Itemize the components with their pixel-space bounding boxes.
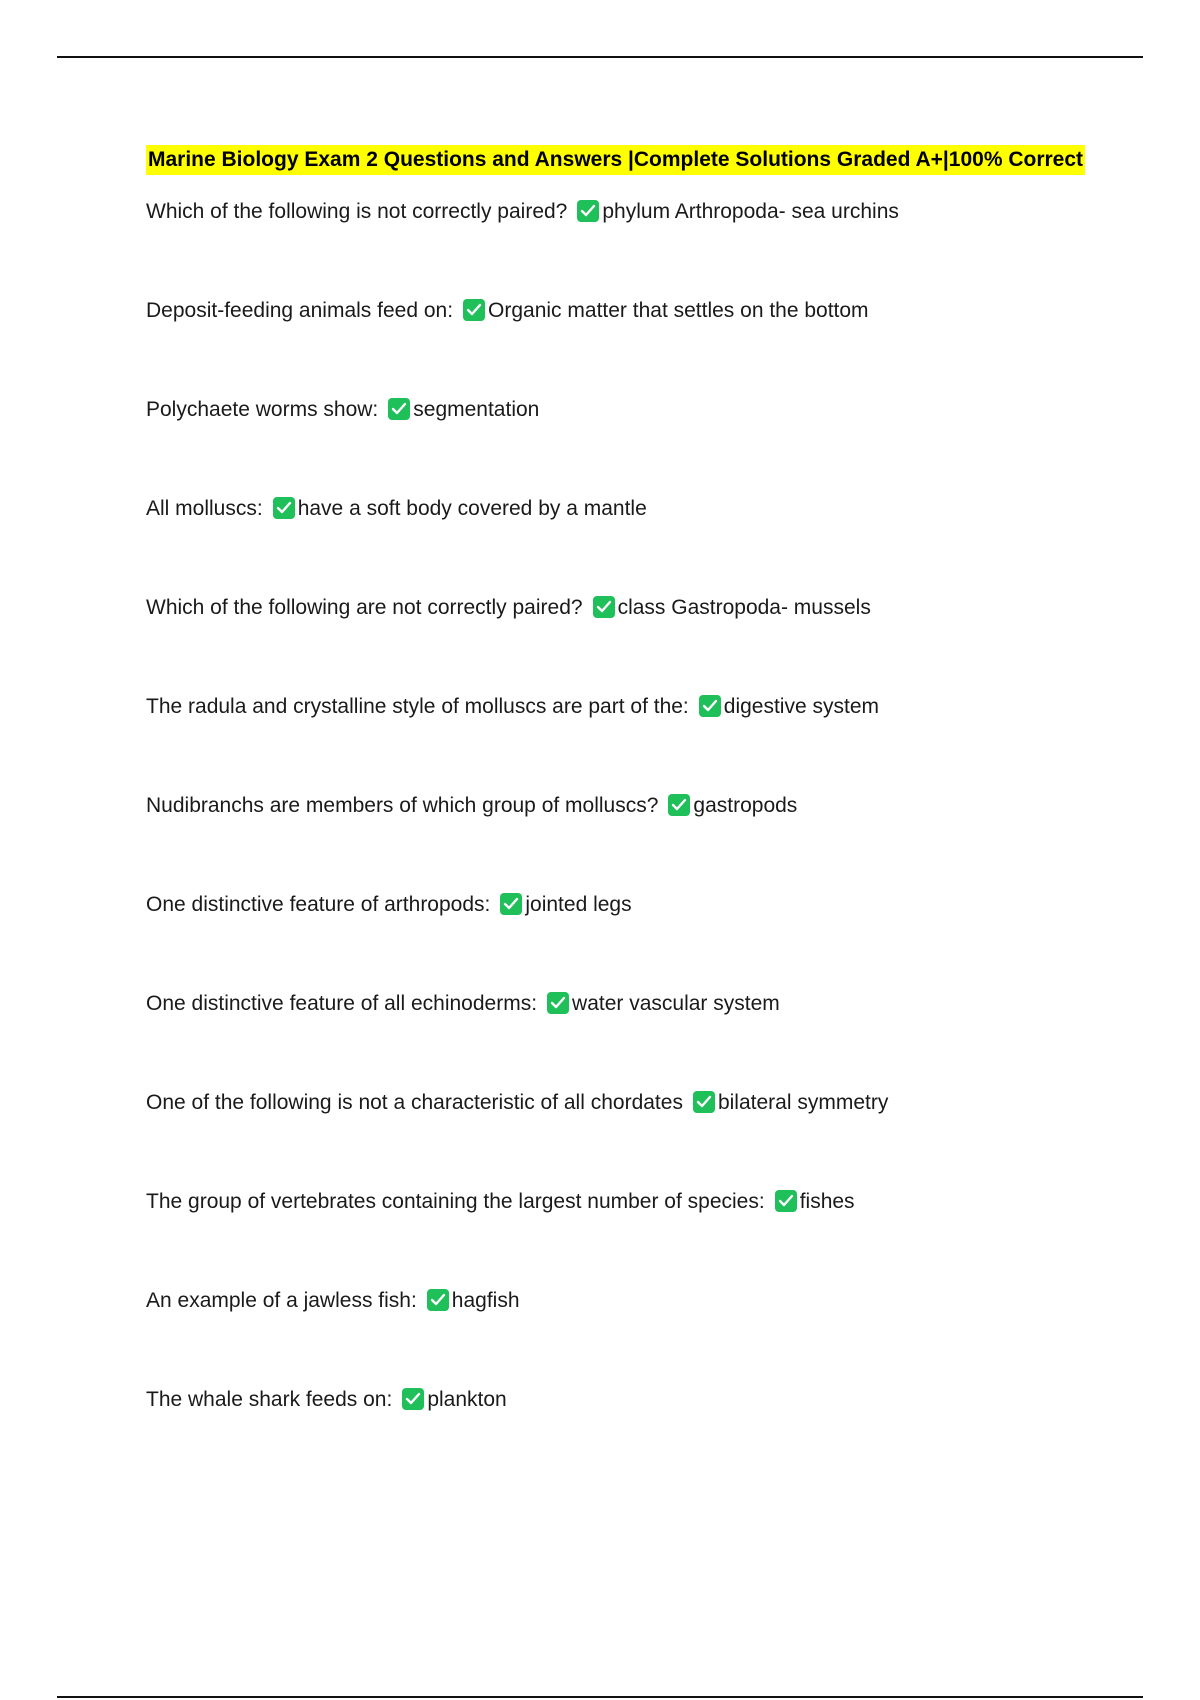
question-text: One distinctive feature of all echinoderms:	[146, 992, 538, 1015]
qa-item	[146, 1088, 1126, 1187]
check-mark-icon	[668, 794, 690, 816]
qa-item	[146, 989, 1126, 1088]
check-mark-icon	[273, 497, 295, 519]
check-mark-icon	[693, 1091, 715, 1113]
qa-item	[146, 395, 1126, 494]
check-mark-icon	[593, 596, 615, 618]
answer-text: class Gastropoda- mussels	[617, 596, 871, 619]
question-text: Polychaete worms show:	[146, 398, 379, 421]
qa-item	[146, 296, 1126, 395]
qa-item	[146, 890, 1126, 989]
answer-text: gastropods	[693, 794, 798, 817]
check-mark-icon	[463, 299, 485, 321]
qa-item	[146, 494, 1126, 593]
answer-text: digestive system	[723, 695, 879, 718]
answer-text: plankton	[427, 1388, 507, 1411]
check-mark-icon	[699, 695, 721, 717]
answer-text: segmentation	[413, 398, 540, 421]
document-title: Marine Biology Exam 2 Questions and Answers |Complete Solutions Graded A+|100% Correct	[146, 145, 1085, 175]
qa-item	[146, 1385, 1126, 1484]
question-text: An example of a jawless fish:	[146, 1289, 417, 1312]
qa-list	[146, 197, 1126, 1484]
answer-text: bilateral symmetry	[717, 1091, 889, 1114]
check-mark-icon	[775, 1190, 797, 1212]
question-text: One distinctive feature of arthropods:	[146, 893, 491, 916]
qa-item	[146, 1286, 1126, 1385]
question-text: Which of the following is not correctly paired?	[146, 200, 568, 223]
check-mark-icon	[427, 1289, 449, 1311]
question-text: All molluscs:	[146, 497, 263, 520]
qa-item	[146, 791, 1126, 890]
answer-text: water vascular system	[572, 992, 780, 1015]
question-text: The radula and crystalline style of molluscs are part of the:	[146, 695, 689, 718]
question-text: Which of the following are not correctly paired?	[146, 596, 583, 619]
answer-text: have a soft body covered by a mantle	[297, 497, 647, 520]
document-body	[146, 145, 1126, 1484]
check-mark-icon	[402, 1388, 424, 1410]
check-mark-icon	[388, 398, 410, 420]
answer-text: hagfish	[451, 1289, 520, 1312]
bottom-rule	[57, 1696, 1143, 1698]
check-mark-icon	[547, 992, 569, 1014]
question-text: One of the following is not a characteristic of all chordates	[146, 1091, 683, 1114]
answer-text: jointed legs	[525, 893, 632, 916]
question-text: The group of vertebrates containing the largest number of species:	[146, 1190, 765, 1213]
qa-item	[146, 1187, 1126, 1286]
question-text: The whale shark feeds on:	[146, 1388, 393, 1411]
question-text: Nudibranchs are members of which group of molluscs?	[146, 794, 659, 817]
top-rule	[57, 56, 1143, 58]
qa-item	[146, 692, 1126, 791]
question-text: Deposit-feeding animals feed on:	[146, 299, 454, 322]
check-mark-icon	[577, 200, 599, 222]
qa-item	[146, 593, 1126, 692]
check-mark-icon	[500, 893, 522, 915]
answer-text: fishes	[799, 1190, 855, 1213]
answer-text: phylum Arthropoda- sea urchins	[602, 200, 899, 223]
qa-item	[146, 197, 1126, 296]
answer-text: Organic matter that settles on the bottom	[488, 299, 869, 322]
